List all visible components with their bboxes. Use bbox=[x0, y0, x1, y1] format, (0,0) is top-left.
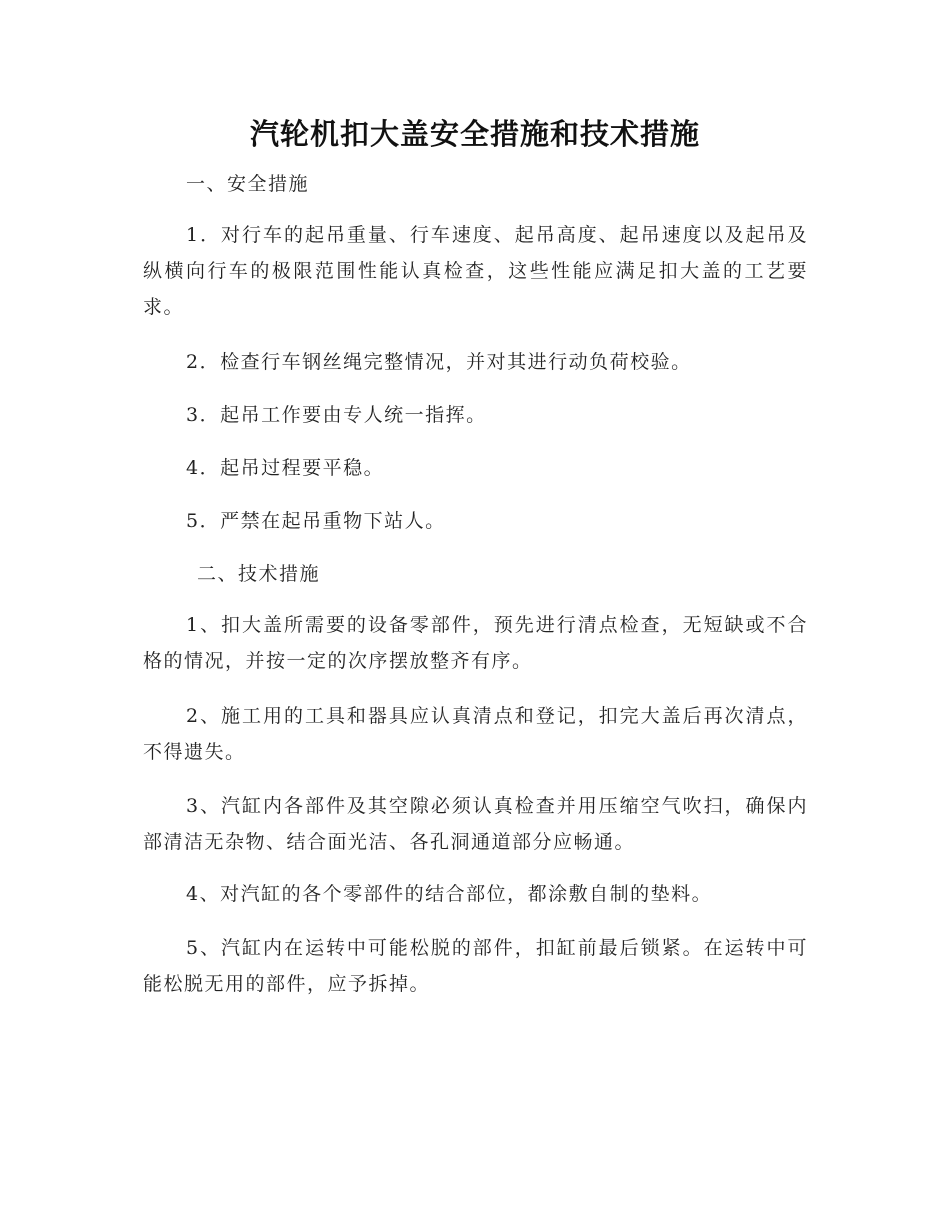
technical-item-3: 3、汽缸内各部件及其空隙必须认真检查并用压缩空气吹扫，确保内部清洁无杂物、结合面光洁、各孔洞通道部分应畅通。 bbox=[143, 795, 808, 853]
safety-item-2: 2．检查行车钢丝绳完整情况，并对其进行动负荷校验。 bbox=[186, 351, 692, 373]
technical-item-2: 2、施工用的工具和器具应认真清点和登记，扣完大盖后再次清点，不得遗失。 bbox=[143, 705, 808, 763]
technical-item-1: 1、扣大盖所需要的设备零部件，预先进行清点检查，无短缺或不合格的情况，并按一定的次序摆放整齐有序。 bbox=[143, 614, 808, 672]
section-heading-technical: 二、技术措施 bbox=[197, 563, 321, 585]
document-title: 汽轮机扣大盖安全措施和技术措施 bbox=[249, 117, 700, 151]
safety-item-1: 1．对行车的起吊重量、行车速度、起吊高度、起吊速度以及起吊及纵横向行车的极限范围性能认真检查，这些性能应满足扣大盖的工艺要求。 bbox=[143, 224, 808, 318]
safety-item-3: 3．起吊工作要由专人统一指挥。 bbox=[186, 404, 487, 426]
technical-item-4: 4、对汽缸的各个零部件的结合部位，都涂敷自制的垫料。 bbox=[186, 883, 713, 905]
safety-item-4: 4．起吊过程要平稳。 bbox=[186, 457, 385, 479]
safety-item-5: 5．严禁在起吊重物下站人。 bbox=[186, 510, 446, 532]
section-heading-safety: 一、安全措施 bbox=[186, 173, 310, 195]
technical-item-5: 5、汽缸内在运转中可能松脱的部件，扣缸前最后锁紧。在运转中可能松脱无用的部件，应予拆掉。 bbox=[143, 937, 808, 995]
